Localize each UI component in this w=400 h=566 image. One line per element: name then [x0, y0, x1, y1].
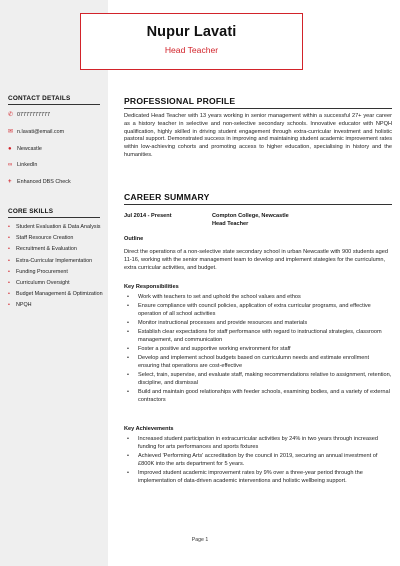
list-item: • Student Evaluation & Data Analysis: [8, 224, 101, 230]
link-icon: ∞: [8, 162, 13, 168]
bullet-icon: •: [127, 371, 129, 378]
list-item: • Monitor instructional processes and provide resources and materials: [127, 319, 308, 326]
contact-divider: [8, 104, 100, 105]
bullet-icon: •: [8, 235, 10, 242]
achievements-list: [124, 436, 392, 487]
list-item: • Develop and implement school budgets based on curriculumn needs and estimate enrollment ensuring that operations are cost-effective: [127, 355, 370, 369]
achievements-heading: Key Achievements: [124, 426, 174, 432]
bullet-icon: •: [127, 329, 129, 336]
bullet-icon: •: [8, 246, 10, 253]
list-item: • Staff Resource Creation: [8, 235, 74, 242]
bullet-icon: •: [8, 279, 10, 286]
contact-heading: CONTACT DETAILS: [8, 95, 71, 102]
skills-list: [8, 224, 106, 314]
bullet-icon: •: [127, 319, 129, 326]
cross-icon: +: [8, 179, 12, 185]
page-number: Page 1: [191, 537, 209, 543]
contact-phone: [8, 112, 106, 118]
career-divider: [124, 204, 392, 205]
contact-email[interactable]: [8, 129, 106, 135]
bullet-icon: •: [127, 345, 129, 352]
candidate-name: Nupur Lavati: [146, 24, 237, 40]
outline-heading: Outline: [124, 236, 144, 242]
responsibilities-list: [124, 294, 392, 406]
bullet-icon: •: [8, 224, 10, 230]
bullet-icon: •: [127, 469, 129, 476]
job-org: Compton College, Newcastle: [212, 213, 289, 219]
list-item: • Improved student academic improvement rates by 9% over a three-year period through the implementation of data-driven academic interventions and holistic wellbeing support.: [127, 469, 363, 484]
career-heading: CAREER SUMMARY: [124, 192, 210, 202]
contact-phone-text: 07777777777: [17, 112, 50, 118]
contact-location: [8, 146, 106, 152]
bullet-icon: •: [127, 388, 129, 395]
list-item: • Build and maintain good relationships with feeder schools, examining bodies, and a variety of external contractors: [127, 388, 390, 403]
bullet-icon: •: [127, 303, 129, 310]
bullet-icon: •: [8, 291, 10, 298]
name-header: [80, 13, 303, 70]
list-item: • Achieved 'Performing Arts' accreditation by the council in 2019, securing an annual investment of £800K into the arts department for 5 years.: [127, 452, 378, 467]
contact-location-text: Newcastle: [17, 146, 42, 152]
skills-divider: [8, 217, 100, 218]
contact-linkedin[interactable]: [8, 162, 106, 168]
list-item: • Establish clear expectations for staff performance with regard to instructional strategies, classroom management, and communication: [127, 329, 382, 343]
list-item: • Ensure compliance with council policies, application of extra curricular programs, and effective operation of all school activities: [127, 303, 371, 317]
responsibilities-heading: Key Responsibilities: [124, 284, 179, 290]
contact-dbs-text: Enhanced DBS Check: [17, 179, 71, 185]
contact-dbs: [8, 179, 106, 185]
list-item: • Curriculumn Oversight: [8, 279, 70, 286]
list-item: • Select, train, supervise, and evaluate staff, making recommendations relative to assignment, retention, discipline, and dismissal: [127, 371, 392, 386]
bullet-icon: •: [8, 302, 10, 309]
candidate-role: Head Teacher: [164, 45, 219, 55]
list-item: • Work with teachers to set and uphold the school values and ethos: [127, 294, 301, 300]
profile-heading: PROFESSIONAL PROFILE: [124, 96, 236, 106]
profile-divider: [124, 108, 392, 109]
bullet-icon: •: [8, 257, 10, 264]
bullet-icon: •: [127, 452, 129, 459]
list-item: • Extra-Curricular Implementation: [8, 257, 93, 264]
contact-linkedin-text[interactable]: LinkedIn: [17, 162, 38, 168]
job-employer: [212, 213, 289, 228]
bullet-icon: •: [127, 355, 129, 362]
profile-text: Dedicated Head Teacher with 13 years working in senior management within a successful 27+ year career as a history teacher in selective and non-selective secondary schools. Innovative educator with NPQH qualification, highly skilled in driving student engagement through extra-curricular investment and holistic pastoral support. Demonstrated success in improving and maintaining student academic improvement rates within low-achieving cohorts and promoting access to higher education, specialising in history and the humanities.: [124, 113, 392, 158]
skills-heading: CORE SKILLS: [8, 208, 54, 215]
list-item: • Increased student participation in extracurricular activities by 24% in two years through increased funding for arts performances and sports fixtures: [127, 436, 379, 450]
email-icon: ✉: [8, 129, 14, 135]
bullet-icon: •: [8, 268, 10, 275]
outline-text: Direct the operations of a non-selective state secondary school in urban Newcastle with 900 students aged 11-16, working with the senior management team to develop and implement stategies for the curriculumn, extra curricular activities, and budget.: [124, 249, 388, 271]
phone-icon: ✆: [8, 112, 14, 118]
job-title: Head Teacher: [212, 220, 249, 227]
location-icon: ●: [8, 146, 12, 152]
bullet-icon: •: [127, 436, 129, 442]
list-item: • Budget Management & Optimization: [8, 291, 103, 298]
list-item: • Recruitment & Evaluation: [8, 246, 77, 253]
list-item: • NPQH: [8, 302, 32, 309]
list-item: • Funding Procurement: [8, 268, 68, 275]
contact-email-text[interactable]: n.lavati@email.com: [17, 129, 65, 135]
job-date: Jul 2014 - Present: [124, 213, 172, 219]
list-item: • Foster a positive and supportive working environment for staff: [127, 345, 291, 352]
bullet-icon: •: [127, 294, 129, 300]
